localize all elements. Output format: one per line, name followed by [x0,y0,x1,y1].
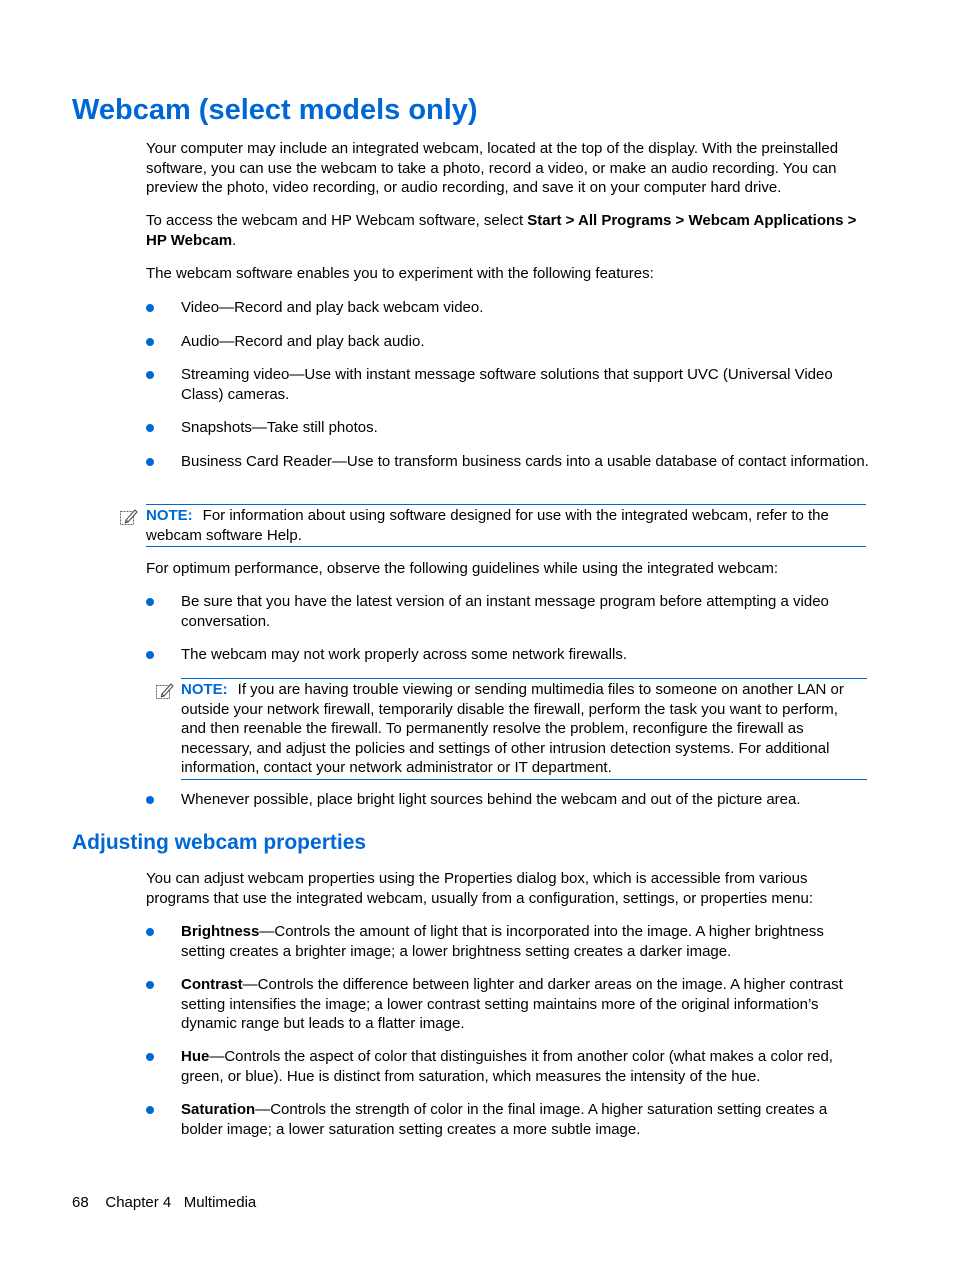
access-suffix: . [232,231,237,249]
property-term: Brightness [181,923,260,940]
property-desc: —Controls the aspect of color that distinguishes it from another color (what makes a color red, green, or blue). Hue is distinct from saturation, which measures the intensity of the hue. [181,1048,833,1085]
note-label: NOTE: [146,507,193,524]
list-item: The webcam may not work properly across some network firewalls. [181,646,627,663]
guidelines-intro: For optimum performance, observe the following guidelines while using the integrated webcam: [146,560,778,577]
bullet-dot-icon [146,304,154,312]
list-item: Business Card Reader—Use to transform business cards into a usable database of contact information. [181,453,869,470]
list-item: Whenever possible, place bright light sources behind the webcam and out of the picture area. [181,791,801,808]
property-term: Contrast [181,976,243,993]
features-intro: The webcam software enables you to experiment with the following features: [146,265,654,282]
bullet-dot-icon [146,981,154,989]
property-desc: —Controls the amount of light that is incorporated into the image. A higher brightness setting creates a brighter image; a lower brightness setting creates a darker image. [181,923,824,960]
access-path: Start > All Programs > Webcam Applications > HP Webcam [146,212,857,249]
list-item [181,1047,869,1086]
property-term: Hue [181,1048,210,1065]
note-text: For information about using software designed for use with the integrated webcam, refer to the webcam software Help. [146,507,829,544]
section-heading: Adjusting webcam properties [72,831,367,854]
page-number: 68 [72,1194,89,1211]
note-box [181,678,867,780]
property-desc: —Controls the strength of color in the final image. A higher saturation setting creates a bolder image; a lower saturation setting creates a more subtle image. [181,1101,828,1138]
chapter-title: Multimedia [183,1194,257,1211]
bullet-dot-icon [146,424,154,432]
bullet-dot-icon [146,371,154,379]
bullet-dot-icon [146,928,154,936]
bullet-dot-icon [146,338,154,346]
note-text: If you are having trouble viewing or sending multimedia files to someone on another LAN or outside your network firewall, temporarily disable the firewall, perform the task you want to perform, and then reenable the firewall. To permanently resolve the problem, reconfigure the firewall as necessary, and adjust the policies and settings of other intrusion detection systems. For additional information, contact your network administrator or IT department. [181,681,844,776]
bullet-dot-icon [146,598,154,606]
list-item: Streaming video—Use with instant message software solutions that support UVC (Universal Video Class) cameras. [181,366,833,403]
bullet-dot-icon [146,1106,154,1114]
page-footer [72,1193,256,1212]
properties-intro: You can adjust webcam properties using the Properties dialog box, which is accessible from various programs that use the integrated webcam, usually from a configuration, settings, or properties menu: [146,870,814,907]
list-item: Audio—Record and play back audio. [181,333,425,350]
bullet-dot-icon [146,458,154,466]
chapter-label: Chapter 4 [105,1194,172,1211]
bullet-dot-icon [146,651,154,659]
list-item: Be sure that you have the latest version of an instant message program before attempting a video conversation. [181,593,829,630]
bullet-dot-icon [146,796,154,804]
note-paragraph [181,680,867,778]
list-item [181,1100,869,1139]
intro-paragraph: Your computer may include an integrated webcam, located at the top of the display. With the preinstalled software, you can use the webcam to take a photo, record a video, or make an audio recording. You can preview the photo, video recording, or audio recording, and save it on your computer hard drive. [146,140,839,196]
note-pencil-icon [155,681,175,701]
access-prefix: To access the webcam and HP Webcam software, select [146,212,528,229]
property-term: Saturation [181,1101,256,1118]
list-item [181,922,869,961]
note-paragraph [146,506,866,545]
bullet-dot-icon [146,1053,154,1061]
page-title: Webcam (select models only) [72,94,478,126]
note-label: NOTE: [181,681,228,698]
list-item: Snapshots—Take still photos. [181,419,378,436]
note-pencil-icon [119,507,139,527]
list-item: Video—Record and play back webcam video. [181,299,484,316]
access-paragraph [146,211,868,250]
note-box [146,504,866,547]
list-item [181,975,869,1034]
property-desc: —Controls the difference between lighter and darker areas on the image. A higher contrast setting intensifies the image; a lower contrast setting maintains more of the original information’s dynamic range but leads to a flatter image. [181,976,843,1032]
